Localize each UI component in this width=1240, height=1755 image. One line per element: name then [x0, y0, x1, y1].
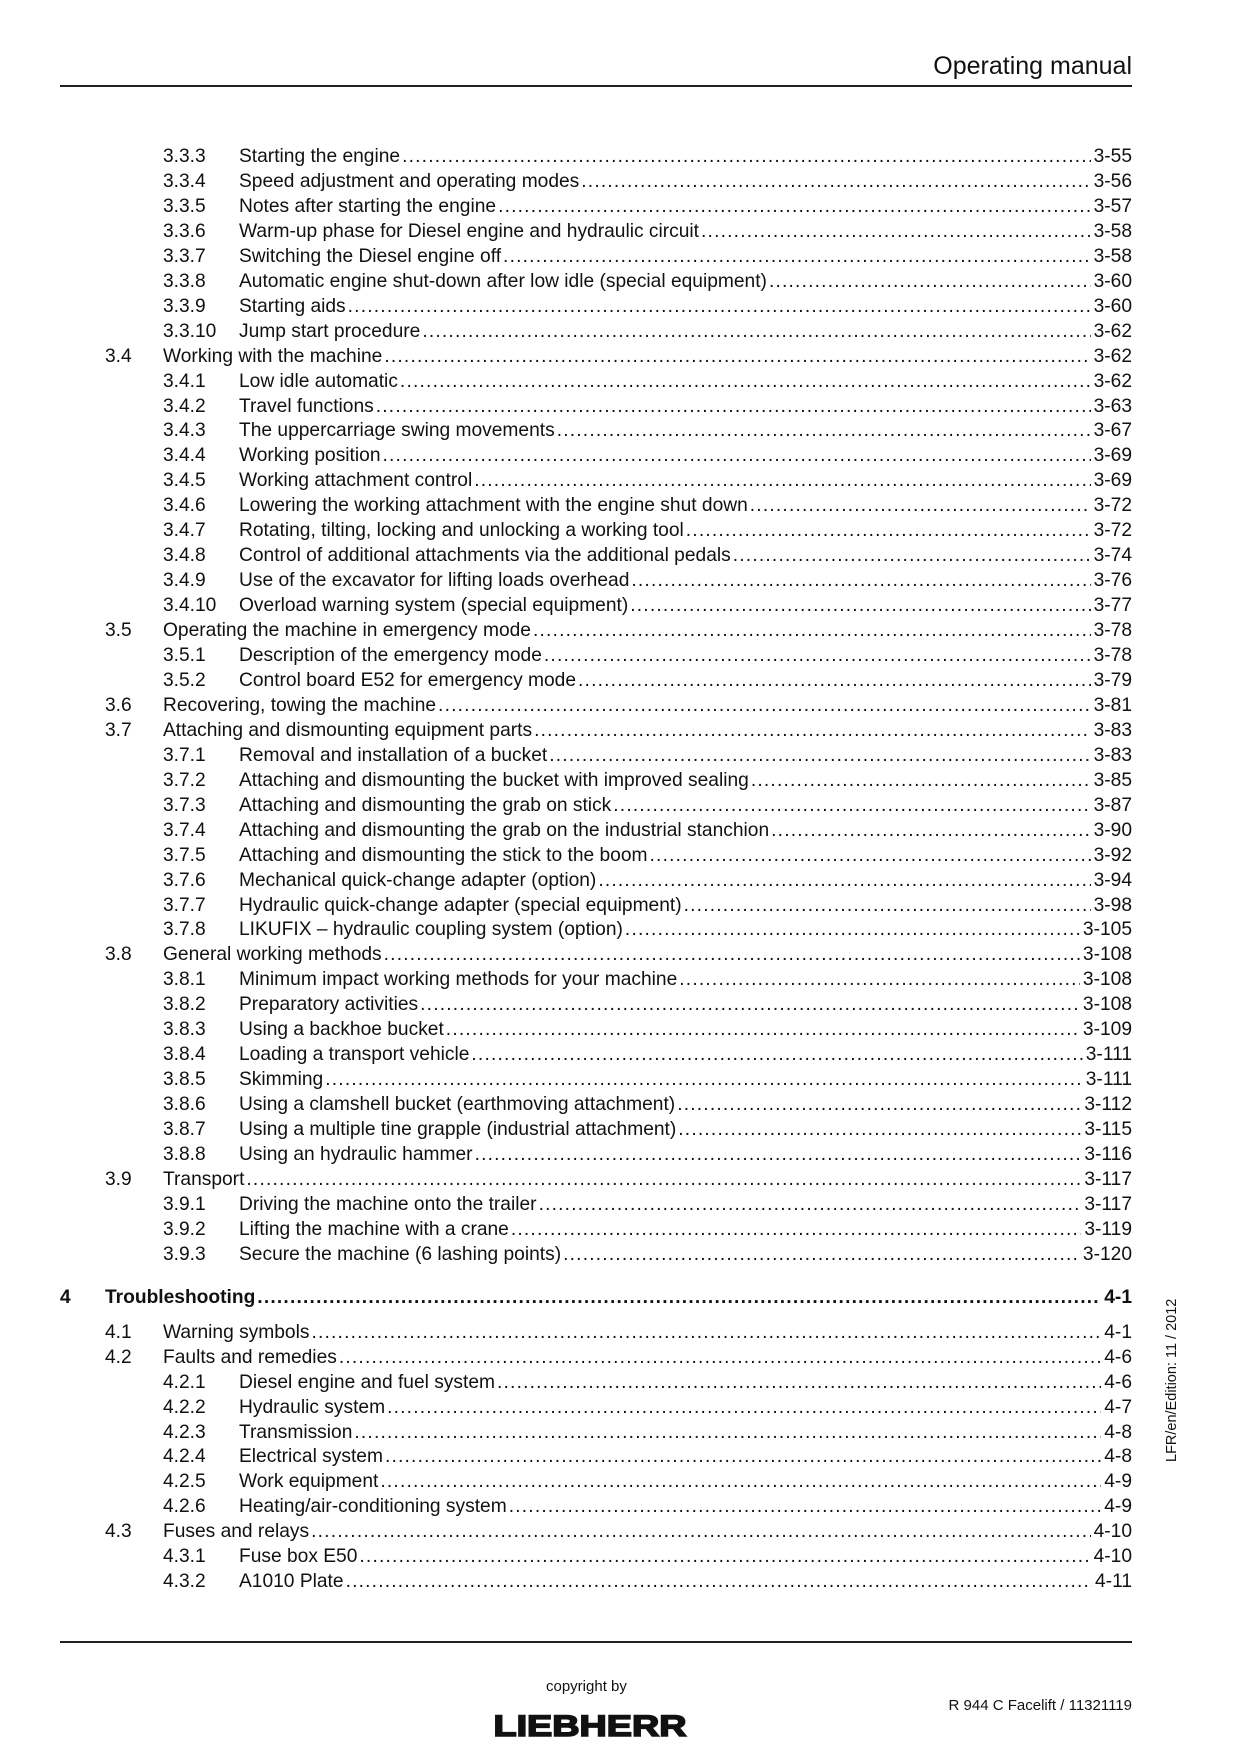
toc-entry-number: 3.8.3 [163, 1019, 206, 1041]
toc-entry[interactable] [163, 643, 1132, 668]
toc-entry-page: 3-120 [1080, 1242, 1132, 1267]
toc-entry[interactable] [163, 1067, 1132, 1092]
toc-entry-page: 3-72 [1091, 518, 1132, 543]
toc-entry-number: 3.9 [105, 1168, 132, 1190]
toc-entry[interactable] [163, 992, 1132, 1017]
toc-entry-title: Overload warning system (special equipment) [239, 595, 629, 617]
toc-entry-page: 4-1 [1101, 1320, 1132, 1345]
toc-entry[interactable] [163, 244, 1132, 269]
toc-entry-title: Notes after starting the engine [239, 195, 497, 217]
toc-entry-page: 3-56 [1091, 169, 1132, 194]
toc-entry[interactable] [163, 369, 1132, 394]
toc-entry-number: 3.4.3 [163, 420, 206, 442]
toc-entry-number: 4.2.2 [163, 1396, 206, 1418]
toc-entry-page: 3-78 [1091, 618, 1132, 643]
toc-leader-dots [581, 169, 1090, 194]
toc-entry-page: 3-111 [1083, 1042, 1132, 1067]
toc-leader-dots [475, 1142, 1082, 1167]
toc-entry-page: 3-72 [1091, 493, 1132, 518]
toc-entry-number: 3.9.1 [163, 1193, 206, 1215]
toc-entry[interactable] [163, 1395, 1132, 1420]
toc-leader-dots [750, 493, 1091, 518]
toc-entry-title: Control of additional attachments via the additional pedals [239, 545, 731, 567]
toc-entry-page: 3-92 [1091, 843, 1132, 868]
toc-entry-number: 3.4.5 [163, 470, 206, 492]
toc-entry-number: 3.7.7 [163, 894, 206, 916]
toc-entry-title: Transmission [239, 1421, 353, 1443]
toc-leader-dots [257, 1285, 1101, 1310]
toc-entry-page: 3-77 [1091, 593, 1132, 618]
toc-leader-dots [511, 1217, 1082, 1242]
toc-entry-title: Attaching and dismounting the grab on stick [239, 794, 612, 816]
toc-entry-title: Starting aids [239, 295, 346, 317]
toc-leader-dots [471, 1042, 1082, 1067]
toc-leader-dots [384, 942, 1080, 967]
toc-entry-title: Skimming [239, 1069, 324, 1091]
toc-entry-number: 3.7.5 [163, 844, 206, 866]
toc-entry-number: 3.4.8 [163, 545, 206, 567]
toc-entry[interactable] [163, 768, 1132, 793]
toc-leader-dots [679, 967, 1080, 992]
toc-leader-dots [625, 917, 1080, 942]
toc-entry-title: Speed adjustment and operating modes [239, 170, 580, 192]
toc-entry-title: Using an hydraulic hammer [239, 1144, 473, 1165]
toc-leader-dots [246, 1167, 1081, 1192]
toc-entry-page: 4-9 [1101, 1494, 1132, 1519]
toc-entry-title: Warning symbols [163, 1321, 310, 1343]
toc-entry-title: Rotating, tilting, locking and unlocking a working tool [239, 520, 684, 542]
toc-entry-page: 3-90 [1091, 818, 1132, 843]
toc-entry-title: Transport [163, 1168, 245, 1190]
toc-entry-page: 3-105 [1080, 917, 1132, 942]
liebherr-logo [492, 1710, 689, 1740]
toc-leader-dots [339, 1345, 1101, 1370]
toc-entry-title: Automatic engine shut-down after low idle (special equipment) [239, 270, 767, 292]
toc-entry[interactable] [163, 818, 1132, 843]
toc-entry-page: 3-62 [1091, 344, 1132, 369]
toc-entry[interactable] [163, 493, 1132, 518]
toc-leader-dots [533, 618, 1091, 643]
toc-entry-number: 3.8.7 [163, 1119, 206, 1141]
toc-entry-title: Control board E52 for emergency mode [239, 669, 577, 691]
toc-entry-page: 3-74 [1091, 543, 1132, 568]
toc-entry-title: Using a clamshell bucket (earthmoving attachment) [239, 1094, 676, 1116]
toc-entry[interactable] [163, 418, 1132, 443]
toc-entry-page: 4-11 [1092, 1569, 1132, 1594]
toc-entry-number: 3.4.1 [163, 370, 206, 392]
toc-leader-dots [384, 344, 1090, 369]
toc-entry-title: Mechanical quick-change adapter (option) [239, 869, 597, 891]
toc-entry[interactable] [163, 543, 1132, 568]
toc-entry-title: Working attachment control [239, 470, 473, 492]
toc-entry-page: 3-57 [1091, 194, 1132, 219]
toc-leader-dots [503, 244, 1091, 269]
toc-entry-title: Working position [239, 445, 381, 467]
toc-entry-page: 4-6 [1101, 1345, 1132, 1370]
toc-leader-dots [769, 269, 1091, 294]
toc-entry-page: 4-7 [1101, 1395, 1132, 1420]
toc-entry-page: 3-117 [1081, 1167, 1132, 1192]
toc-entry[interactable] [163, 1544, 1132, 1569]
toc-entry-title: Lowering the working attachment with the engine shut down [239, 495, 748, 517]
toc-entry-page: 3-85 [1091, 768, 1132, 793]
toc-leader-dots [380, 1469, 1101, 1494]
toc-entry-number: 3.3.8 [163, 270, 206, 292]
toc-entry-title: Attaching and dismounting the bucket with improved sealing [239, 769, 749, 791]
toc-leader-dots [400, 369, 1091, 394]
toc-entry-page: 3-58 [1091, 244, 1132, 269]
toc-entry-title: Fuses and relays [163, 1521, 310, 1543]
toc-leader-dots [684, 893, 1091, 918]
toc-entry-page: 3-60 [1091, 294, 1132, 319]
toc-entry[interactable] [60, 1285, 1132, 1310]
toc-entry-page: 3-60 [1091, 269, 1132, 294]
toc-entry-title: Travel functions [239, 395, 374, 417]
toc-entry[interactable] [163, 868, 1132, 893]
toc-entry[interactable] [105, 718, 1132, 743]
toc-entry-number: 3.8.5 [163, 1069, 206, 1091]
toc-leader-dots [325, 1067, 1083, 1092]
toc-entry-title: Attaching and dismounting the grab on the industrial stanchion [239, 819, 770, 841]
toc-entry-number: 3.3.7 [163, 245, 206, 267]
toc-entry-page: 3-108 [1080, 942, 1132, 967]
toc-entry-title: Hydraulic quick-change adapter (special equipment) [239, 894, 682, 916]
toc-entry[interactable] [163, 1569, 1132, 1594]
toc-entry-title: Lifting the machine with a crane [239, 1218, 509, 1240]
toc-entry-number: 3.9.2 [163, 1218, 206, 1240]
toc-entry-title: General working methods [163, 944, 382, 966]
edition-side-text: LFR/en/Edition: 11 / 2012 [1164, 1298, 1180, 1462]
footer-divider [60, 1641, 1132, 1643]
toc-entry-title: Description of the emergency mode [239, 645, 542, 666]
toc-entry[interactable] [105, 618, 1132, 643]
header-divider [60, 85, 1132, 87]
toc-leader-dots [387, 1395, 1101, 1420]
toc-leader-dots [385, 1444, 1101, 1469]
toc-entry-title: Jump start procedure [239, 320, 421, 342]
toc-leader-dots [420, 992, 1080, 1017]
toc-leader-dots [497, 1370, 1101, 1395]
toc-entry-title: Work equipment [239, 1471, 379, 1493]
toc-entry[interactable] [105, 1320, 1132, 1345]
toc-leader-dots [539, 1192, 1082, 1217]
toc-entry-page: 3-79 [1091, 668, 1132, 693]
toc-leader-dots [677, 1092, 1081, 1117]
toc-entry-page: 4-10 [1091, 1544, 1132, 1569]
toc-entry-page: 4-9 [1101, 1469, 1132, 1494]
toc-entry-title: Secure the machine (6 lashing points) [239, 1243, 562, 1265]
copyright-text: copyright by [546, 1678, 627, 1695]
toc-entry-page: 3-111 [1083, 1067, 1132, 1092]
toc-entry-number: 4.2.3 [163, 1421, 206, 1443]
toc-entry[interactable] [163, 219, 1132, 244]
toc-entry-title: Attaching and dismounting the stick to the boom [239, 844, 648, 866]
toc-entry[interactable] [105, 344, 1132, 369]
toc-entry-number: 3.7.4 [163, 819, 206, 841]
toc-entry-number: 3.7.1 [163, 744, 206, 766]
toc-leader-dots [563, 1242, 1080, 1267]
document-reference: R 944 C Facelift / 11321119 [948, 1697, 1132, 1714]
toc-entry-number: 3.3.3 [163, 146, 206, 167]
toc-leader-dots [630, 593, 1090, 618]
toc-entry-title: Using a multiple tine grapple (industrial attachment) [239, 1119, 677, 1141]
toc-leader-dots [376, 394, 1091, 419]
toc-entry-number: 4.2 [105, 1346, 132, 1368]
toc-entry-number: 3.5.1 [163, 645, 206, 666]
toc-entry[interactable] [163, 793, 1132, 818]
toc-entry-number: 3.3.6 [163, 220, 206, 242]
toc-entry-title: Fuse box E50 [239, 1546, 358, 1568]
toc-entry[interactable] [163, 1142, 1132, 1167]
toc-entry-page: 3-83 [1091, 718, 1132, 743]
toc-leader-dots [613, 793, 1090, 818]
toc-entry-number: 4.3.2 [163, 1571, 206, 1593]
toc-entry-page: 3-109 [1080, 1017, 1132, 1042]
toc-entry-page: 4-1 [1101, 1285, 1132, 1310]
toc-leader-dots [598, 868, 1090, 893]
toc-leader-dots [678, 1117, 1081, 1142]
toc-entry-page: 3-108 [1080, 992, 1132, 1017]
toc-entry-title: Low idle automatic [239, 370, 398, 392]
toc-entry-title: Driving the machine onto the trailer [239, 1193, 537, 1215]
toc-leader-dots [733, 543, 1091, 568]
toc-entry-page: 3-112 [1081, 1092, 1132, 1117]
toc-entry-number: 3.4.9 [163, 570, 206, 592]
toc-entry[interactable] [105, 1519, 1132, 1544]
toc-entry-title: Starting the engine [239, 146, 401, 167]
toc-leader-dots [686, 518, 1091, 543]
toc-entry-page: 3-119 [1081, 1217, 1132, 1242]
toc-entry-number: 3.9.3 [163, 1243, 206, 1265]
toc-leader-dots [701, 219, 1091, 244]
toc-entry-number: 3.4.2 [163, 395, 206, 417]
toc-entry-number: 4.2.4 [163, 1446, 206, 1468]
toc-entry[interactable] [163, 394, 1132, 419]
toc-entry-page: 4-8 [1101, 1420, 1132, 1445]
toc-entry-number: 3.7.8 [163, 919, 206, 941]
toc-entry-number: 3.6 [105, 694, 132, 716]
toc-entry-title: Minimum impact working methods for your machine [239, 969, 678, 991]
toc-leader-dots [359, 1544, 1090, 1569]
toc-entry-number: 4.2.1 [163, 1371, 206, 1393]
toc-entry-number: 3.7.2 [163, 769, 206, 791]
toc-leader-dots [771, 818, 1090, 843]
toc-entry-number: 3.3.5 [163, 195, 206, 217]
toc-entry[interactable] [163, 1494, 1132, 1519]
toc-entry[interactable] [163, 1242, 1132, 1267]
toc-entry[interactable] [163, 1469, 1132, 1494]
toc-entry-number: 3.3.9 [163, 295, 206, 317]
toc-entry-number: 3.3.4 [163, 170, 206, 192]
toc-entry[interactable] [105, 1167, 1132, 1192]
toc-entry-page: 3-116 [1081, 1142, 1132, 1167]
toc-entry-page: 3-115 [1081, 1117, 1132, 1142]
toc-entry[interactable] [163, 319, 1132, 344]
toc-entry-number: 3.8.8 [163, 1144, 206, 1165]
toc-entry-number: 3.4.4 [163, 445, 206, 467]
toc-entry[interactable] [163, 1092, 1132, 1117]
toc-entry[interactable] [163, 468, 1132, 493]
toc-entry-number: 3.5.2 [163, 669, 206, 691]
toc-entry-page: 3-62 [1091, 319, 1132, 344]
toc-leader-dots [509, 1494, 1102, 1519]
toc-leader-dots [311, 1519, 1090, 1544]
toc-entry-number: 3.7.6 [163, 869, 206, 891]
toc-leader-dots [631, 568, 1090, 593]
toc-entry[interactable] [163, 518, 1132, 543]
toc-leader-dots [422, 319, 1090, 344]
toc-entry-number: 3.4.6 [163, 495, 206, 517]
toc-entry-number: 3.7 [105, 719, 132, 741]
toc-entry-title: LIKUFIX – hydraulic coupling system (option) [239, 919, 623, 941]
toc-entry-title: Heating/air-conditioning system [239, 1496, 507, 1518]
toc-entry-title: Switching the Diesel engine off [239, 245, 502, 267]
toc-entry-page: 3-63 [1091, 394, 1132, 419]
toc-entry[interactable] [163, 668, 1132, 693]
toc-entry[interactable] [163, 893, 1132, 918]
toc-entry-page: 4-8 [1101, 1444, 1132, 1469]
toc-entry-page: 3-62 [1091, 369, 1132, 394]
toc-entry-number: 3.7.3 [163, 794, 206, 816]
toc-leader-dots [346, 1569, 1092, 1594]
toc-entry-page: 3-67 [1091, 418, 1132, 443]
toc-entry-title: Warm-up phase for Diesel engine and hydraulic circuit [239, 220, 700, 242]
toc-leader-dots [311, 1320, 1101, 1345]
toc-entry-page: 3-83 [1091, 743, 1132, 768]
toc-entry-title: Loading a transport vehicle [239, 1044, 470, 1066]
toc-entry[interactable] [163, 843, 1132, 868]
toc-entry-number: 3.8.6 [163, 1094, 206, 1116]
toc-entry-number: 4.3.1 [163, 1546, 206, 1568]
toc-entry[interactable] [163, 294, 1132, 319]
toc-entry-number: 3.4.7 [163, 520, 206, 542]
toc-entry[interactable] [163, 194, 1132, 219]
toc-entry[interactable] [163, 1444, 1132, 1469]
toc-entry-page: 3-98 [1091, 893, 1132, 918]
toc-leader-dots [650, 843, 1091, 868]
toc-entry-number: 3.8.4 [163, 1044, 206, 1066]
toc-entry[interactable] [163, 443, 1132, 468]
header-title: Operating manual [933, 52, 1132, 80]
toc-entry[interactable] [163, 144, 1132, 169]
toc-entry[interactable] [105, 942, 1132, 967]
toc-entry-page: 3-58 [1091, 219, 1132, 244]
toc-leader-dots [446, 1017, 1080, 1042]
toc-entry[interactable] [163, 1042, 1132, 1067]
toc-entry-number: 3.8.2 [163, 994, 206, 1016]
toc-entry[interactable] [163, 1017, 1132, 1042]
toc-entry-number: 3.4 [105, 345, 132, 367]
toc-entry[interactable] [163, 1370, 1132, 1395]
toc-entry[interactable] [105, 1345, 1132, 1370]
toc-entry-title: Working with the machine [163, 345, 383, 367]
toc-entry-page: 3-81 [1091, 693, 1132, 718]
toc-entry-number: 4 [60, 1286, 71, 1308]
toc-entry-page: 3-55 [1091, 144, 1132, 169]
toc-leader-dots [549, 743, 1090, 768]
toc-leader-dots [383, 443, 1091, 468]
toc-entry[interactable] [105, 693, 1132, 718]
toc-leader-dots [348, 294, 1091, 319]
toc-entry-title: Preparatory activities [239, 994, 419, 1016]
toc-entry-title: Use of the excavator for lifting loads overhead [239, 570, 630, 592]
toc-entry-title: Removal and installation of a bucket [239, 744, 548, 766]
toc-entry-page: 3-69 [1091, 468, 1132, 493]
toc-entry[interactable] [163, 169, 1132, 194]
toc-entry-title: Faults and remedies [163, 1346, 337, 1368]
toc-entry-number: 4.3 [105, 1521, 132, 1543]
svg-text:LIEBHERR: LIEBHERR [493, 1710, 687, 1740]
toc-entry-number: 3.8 [105, 944, 132, 966]
toc-entry-title: Troubleshooting [105, 1286, 256, 1308]
toc-entry-number: 3.3.10 [163, 320, 217, 342]
toc-entry[interactable] [163, 917, 1132, 942]
toc-leader-dots [474, 468, 1090, 493]
toc-entry[interactable] [163, 1117, 1132, 1142]
toc-entry[interactable] [163, 743, 1132, 768]
toc-entry-title: Electrical system [239, 1446, 383, 1468]
toc-entry-title: Diesel engine and fuel system [239, 1371, 495, 1393]
toc-leader-dots [557, 418, 1091, 443]
toc-entry-page: 3-76 [1091, 568, 1132, 593]
toc-entry-page: 4-10 [1091, 1519, 1132, 1544]
toc-entry[interactable] [163, 593, 1132, 618]
toc-leader-dots [544, 643, 1091, 668]
toc-entry-page: 3-78 [1091, 643, 1132, 668]
toc-entry-page: 3-87 [1091, 793, 1132, 818]
toc-entry-number: 3.8.1 [163, 969, 206, 991]
toc-entry-page: 4-6 [1101, 1370, 1132, 1395]
toc-entry-title: Hydraulic system [239, 1396, 386, 1418]
toc-leader-dots [751, 768, 1091, 793]
toc-entry[interactable] [163, 568, 1132, 593]
toc-entry-title: Operating the machine in emergency mode [163, 620, 531, 642]
toc-leader-dots [402, 144, 1091, 169]
toc-entry-page: 3-108 [1080, 967, 1132, 992]
toc-entry[interactable] [163, 1217, 1132, 1242]
toc-leader-dots [578, 668, 1091, 693]
toc-entry-title: Using a backhoe bucket [239, 1019, 444, 1041]
toc-leader-dots [498, 194, 1091, 219]
toc-entry-number: 4.2.5 [163, 1471, 206, 1493]
toc-entry-title: The uppercarriage swing movements [239, 420, 555, 442]
toc-entry-title: Attaching and dismounting equipment parts [163, 719, 533, 741]
toc-entry-page: 3-117 [1081, 1192, 1132, 1217]
toc-entry-number: 3.4.10 [163, 595, 217, 617]
toc-entry[interactable] [163, 1420, 1132, 1445]
toc-leader-dots [534, 718, 1091, 743]
toc-entry[interactable] [163, 967, 1132, 992]
toc-entry-number: 3.5 [105, 620, 132, 642]
toc-entry-number: 4.1 [105, 1321, 132, 1343]
toc-entry-page: 3-94 [1091, 868, 1132, 893]
toc-entry-title: A1010 Plate [239, 1571, 344, 1593]
toc-entry-page: 3-69 [1091, 443, 1132, 468]
toc-entry[interactable] [163, 269, 1132, 294]
toc-entry[interactable] [163, 1192, 1132, 1217]
toc-entry-number: 4.2.6 [163, 1496, 206, 1518]
toc-leader-dots [354, 1420, 1101, 1445]
toc-leader-dots [438, 693, 1091, 718]
toc-entry-title: Recovering, towing the machine [163, 694, 437, 716]
